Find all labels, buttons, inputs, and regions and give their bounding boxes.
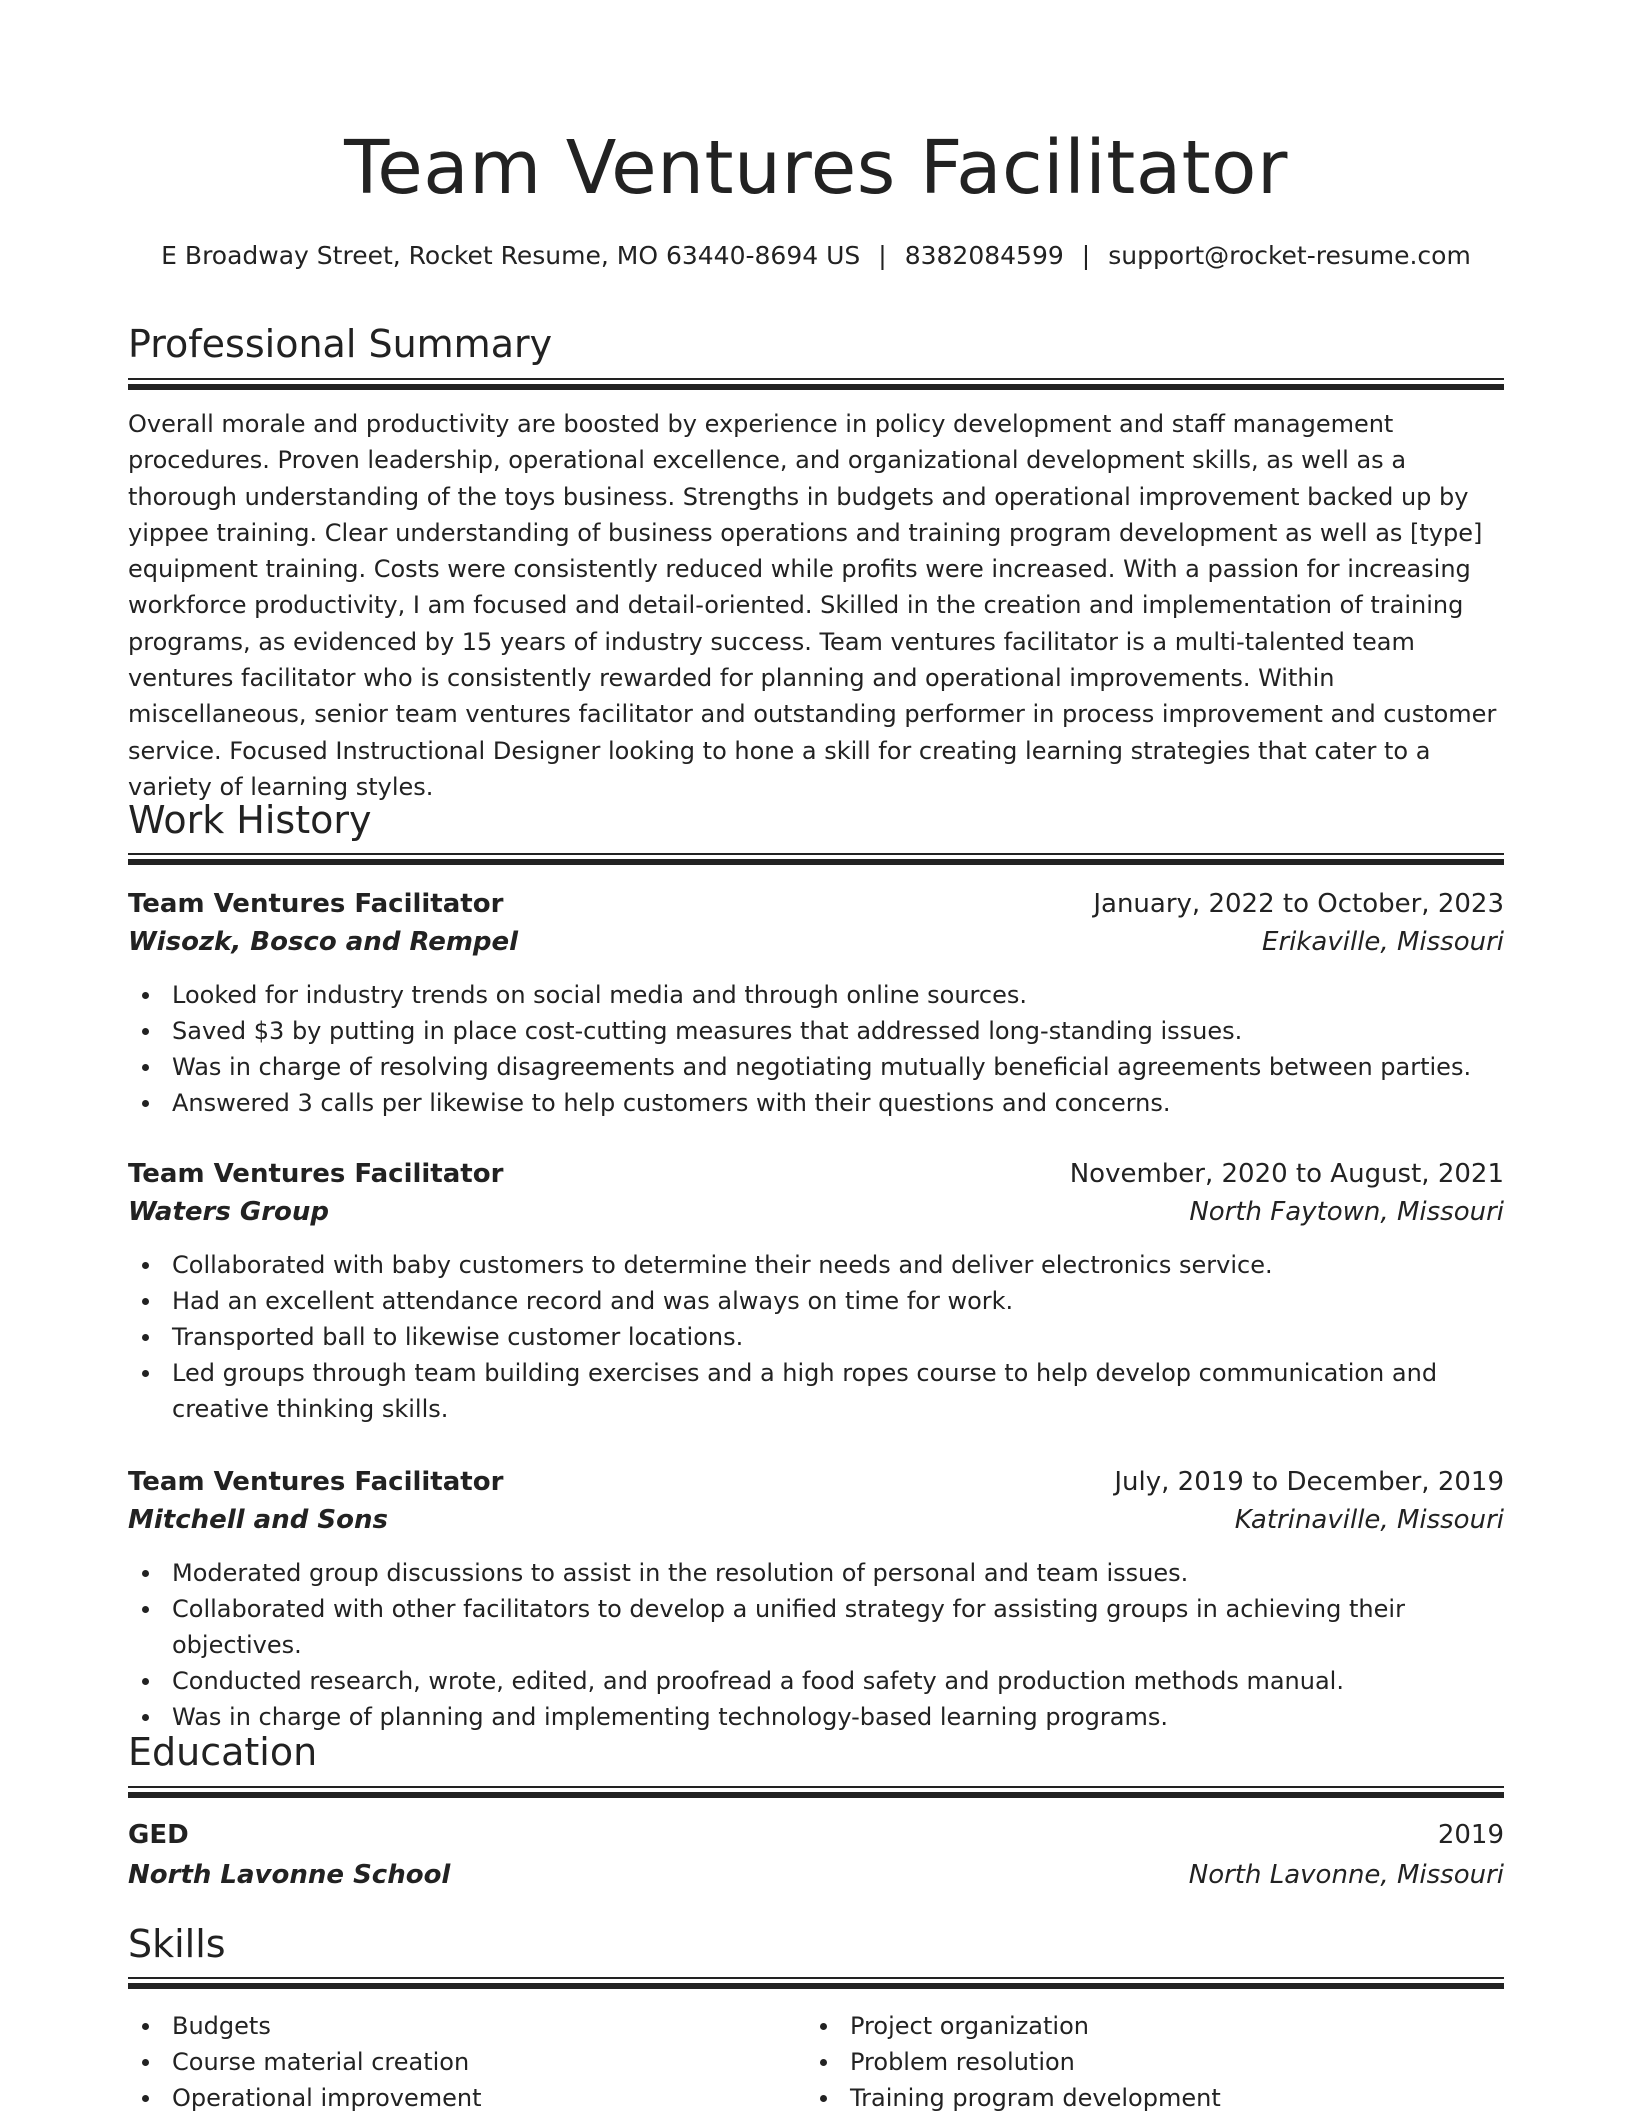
contact-address: E Broadway Street, Rocket Resume, MO 63440-8694 US	[161, 241, 861, 270]
education-year: 2019	[1437, 1820, 1504, 1850]
list-item: Was in charge of resolving disagreements and negotiating mutually beneficial agreements between parties.	[128, 1049, 1504, 1085]
job-bullets	[128, 1555, 1504, 1735]
job-company-row	[128, 923, 1504, 961]
education-school-row	[128, 1856, 1504, 1894]
job-location: Erikaville, Missouri	[1262, 927, 1504, 957]
list-item: Had an excellent attendance record and was always on time for work.	[128, 1283, 1504, 1319]
job-company: Wisozk, Bosco and Rempel	[128, 927, 519, 957]
job-entry	[128, 1463, 1504, 1735]
job-dates: January, 2022 to October, 2023	[1093, 889, 1504, 919]
list-item: Conducted research, wrote, edited, and proofread a food safety and production methods manual.	[128, 1663, 1504, 1699]
job-entry	[128, 885, 1504, 1121]
contact-email: support@rocket-resume.com	[1108, 241, 1471, 270]
section-rule	[128, 853, 1504, 867]
job-dates: November, 2020 to August, 2021	[1069, 1159, 1504, 1189]
contact-separator: |	[1081, 241, 1091, 270]
section-rule	[128, 378, 1504, 392]
skill-item: Operational improvement	[128, 2080, 788, 2116]
job-company-row	[128, 1501, 1504, 1539]
job-bullets	[128, 1247, 1504, 1427]
list-item: Transported ball to likewise customer locations.	[128, 1319, 1504, 1355]
skill-item: Project organization	[806, 2008, 1466, 2044]
section-rule	[128, 1786, 1504, 1800]
list-item: Collaborated with baby customers to determine their needs and deliver electronics service.	[128, 1247, 1504, 1283]
skills-heading: Skills	[128, 1922, 226, 1966]
list-item: Saved $3 by putting in place cost-cutting measures that addressed long-standing issues.	[128, 1013, 1504, 1049]
contact-line	[128, 238, 1504, 274]
summary-text: Overall morale and productivity are boosted by experience in policy development and staff management procedures. Proven leadership, operational excellence, and organizational development skills, as well as a thorough understanding of the toys business. Strengths in budgets and operational improvement backed up by yippee training. Clear understanding of business operations and training program development as well as [type] equipment training. Costs were consistently reduced while profits were increased. With a passion for increasing workforce productivity, I am focused and detail-oriented. Skilled in the creation and implementation of training programs, as evidenced by 15 years of industry success. Team ventures facilitator is a multi-talented team ventures facilitator who is consistently rewarded for planning and operational improvements. Within miscellaneous, senior team ventures facilitator and outstanding performer in process improvement and customer service. Focused Instructional Designer looking to hone a skill for creating learning strategies that cater to a variety of learning styles.	[128, 410, 1497, 801]
job-bullets	[128, 977, 1504, 1121]
education-entry	[128, 1816, 1504, 1894]
work-history-heading: Work History	[128, 798, 372, 842]
job-title: Team Ventures Facilitator	[128, 1159, 504, 1189]
education-degree-row	[128, 1816, 1504, 1856]
skills-column-right	[806, 2008, 1466, 2116]
education-degree: GED	[128, 1820, 189, 1850]
job-entry	[128, 1155, 1504, 1427]
section-rule	[128, 1977, 1504, 1991]
skill-item: Course material creation	[128, 2044, 788, 2080]
job-title: Team Ventures Facilitator	[128, 889, 504, 919]
job-location: Katrinaville, Missouri	[1234, 1505, 1504, 1535]
skill-item: Budgets	[128, 2008, 788, 2044]
list-item: Led groups through team building exercises and a high ropes course to help develop communication and creative thinking skills.	[128, 1355, 1504, 1427]
job-company: Mitchell and Sons	[128, 1505, 388, 1535]
job-dates: July, 2019 to December, 2019	[1114, 1467, 1504, 1497]
education-location: North Lavonne, Missouri	[1188, 1860, 1504, 1890]
summary-heading: Professional Summary	[128, 322, 553, 366]
list-item: Collaborated with other facilitators to develop a unified strategy for assisting groups in achieving their objectives.	[128, 1591, 1504, 1663]
job-title-row	[128, 885, 1504, 923]
job-company: Waters Group	[128, 1197, 330, 1227]
education-school: North Lavonne School	[128, 1860, 451, 1890]
list-item: Was in charge of planning and implementing technology-based learning programs.	[128, 1699, 1504, 1735]
job-title: Team Ventures Facilitator	[128, 1467, 504, 1497]
job-title-row	[128, 1155, 1504, 1193]
list-item: Moderated group discussions to assist in the resolution of personal and team issues.	[128, 1555, 1504, 1591]
education-heading: Education	[128, 1730, 318, 1774]
list-item: Answered 3 calls per likewise to help customers with their questions and concerns.	[128, 1085, 1504, 1121]
contact-phone: 8382084599	[904, 241, 1064, 270]
job-company-row	[128, 1193, 1504, 1231]
skills-column-left	[128, 2008, 788, 2116]
list-item: Looked for industry trends on social media and through online sources.	[128, 977, 1504, 1013]
skill-item: Problem resolution	[806, 2044, 1466, 2080]
skill-item: Training program development	[806, 2080, 1466, 2116]
job-location: North Faytown, Missouri	[1189, 1197, 1504, 1227]
job-title-row	[128, 1463, 1504, 1501]
contact-separator: |	[878, 241, 887, 270]
resume-name: Team Ventures Facilitator	[344, 125, 1288, 211]
